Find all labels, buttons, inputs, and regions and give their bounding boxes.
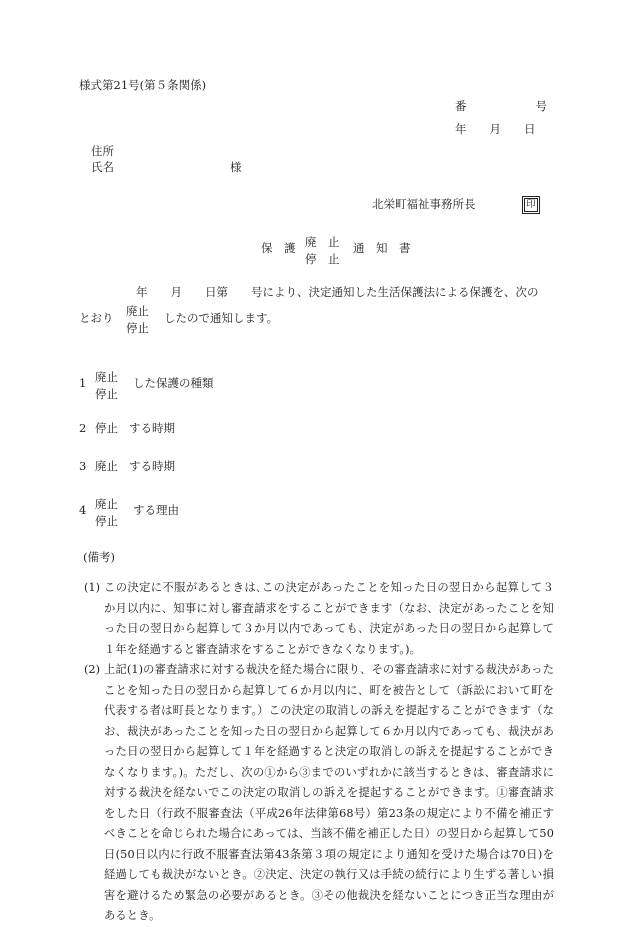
title-stack-bottom: 停 止 xyxy=(305,251,340,266)
item-stack-bottom: 停止 xyxy=(95,513,118,528)
body-stack-top: 廃止 xyxy=(126,304,149,318)
body-line-1: 年 月 日第 号により、決定通知した生活保護法による保護を、次の xyxy=(136,285,539,299)
item-stack-top: 廃止 xyxy=(95,497,118,511)
honorific: 様 xyxy=(230,160,242,174)
remark-number: (2) xyxy=(84,663,101,676)
remark-2 xyxy=(84,660,554,927)
item-word: 停止 xyxy=(95,421,118,435)
item-number: 1 xyxy=(79,376,87,390)
remarks-list xyxy=(84,578,554,927)
item-word: 廃止 xyxy=(95,459,118,473)
item-text: する理由 xyxy=(133,503,179,517)
title-stack xyxy=(305,234,340,267)
remark-text: 上記(1)の審査請求に対する裁決を経た場合に限り、その審査請求に対する裁決があったことを知った日の翌日から起算して６か月以内に、町を被告として（訴訟において町を代表する者は町長となります。）この決定の取消しの訴えを提起することができます（なお、裁決があったことを知った日の翌日から起算して６か月以内であっても、裁決があった日の翌日から起算して１年を経過すると決定の取消しの訴えを提起することができなくなります。)。ただし、次の①から③までのいずれかに該当するときは、審査請求に対する裁決を経ないでこの決定の取消しの訴えを提起することができます。①審査請求をした日（行政不服審査法（平成26年法律第68号）第23条の規定により不備を補正すべきことを命じられた場合にあっては、当該不備を補正した日）の翌日から起算して50日(50日以内に行政不服審査法第43条第３項の規定により通知を受けた場合は70日)を経過しても裁決がないとき。②決定、決定の執行又は手続の続行により生ずる著しい損害を避けるため緊急の必要があるとき。③その他裁決を経ないことにつき正当な理由があるとき。 xyxy=(104,663,554,922)
body-stack-bottom: 停止 xyxy=(126,320,149,335)
title-left: 保 護 xyxy=(261,241,296,255)
document-number-label: 番 号 xyxy=(455,99,547,113)
item-text: した保護の種類 xyxy=(133,376,214,390)
seal-icon: 印 xyxy=(522,196,540,214)
remarks-heading: (備考) xyxy=(83,550,115,564)
item-stack-top: 廃止 xyxy=(95,370,118,384)
item-stack-bottom: 停止 xyxy=(95,386,118,401)
remark-1 xyxy=(84,578,554,660)
name-label: 氏名 xyxy=(91,160,114,174)
form-number: 様式第21号(第５条関係) xyxy=(79,78,207,92)
title-right: 通 知 書 xyxy=(353,241,411,255)
item-number: 3 xyxy=(79,459,87,473)
remark-number: (1) xyxy=(84,581,101,594)
item-number: 2 xyxy=(79,421,87,435)
item-number: 4 xyxy=(79,503,87,517)
body-stack xyxy=(126,303,149,336)
item-stack xyxy=(95,496,118,529)
remark-text: この決定に不服があるときは､この決定があったことを知った日の翌日から起算して３か月以内に、知事に対し審査請求をすることができます（なお、決定があったことを知った日の翌日から起算して３か月以内であっても、決定があった日の翌日から起算して１年を経過すると審査請求をすることができなくなります。)。 xyxy=(104,581,554,656)
item-text: する時期 xyxy=(129,459,175,473)
address-label: 住所 xyxy=(91,144,114,158)
title-stack-top: 廃 止 xyxy=(305,235,340,249)
item-text: する時期 xyxy=(129,421,175,435)
date-label: 年 月 日 xyxy=(455,122,536,136)
body-prefix: とおり xyxy=(79,311,114,325)
issuer-name: 北栄町福祉事務所長 xyxy=(372,197,476,211)
item-stack xyxy=(95,369,118,402)
body-suffix: したので通知します。 xyxy=(164,311,279,325)
